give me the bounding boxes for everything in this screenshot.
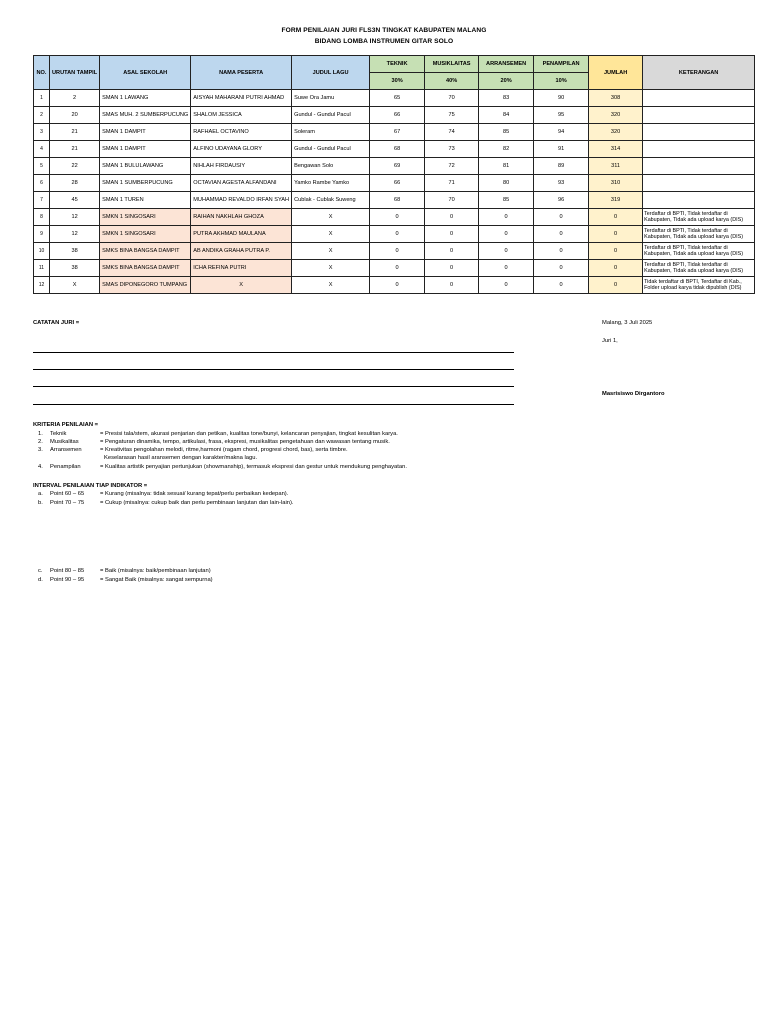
cell-teknik[interactable]: 66 <box>370 175 425 192</box>
cell-keterangan[interactable]: Terdaftar di BPTI, Tidak terdaftar di Kabupaten, Tidak ada upload karya (DIS) <box>643 226 755 243</box>
cell-teknik[interactable]: 0 <box>370 260 425 277</box>
cell-penampilan[interactable]: 0 <box>534 243 589 260</box>
cell-jumlah[interactable]: 310 <box>589 175 643 192</box>
table-row <box>34 277 755 294</box>
cell-arransemen[interactable]: 83 <box>479 90 534 107</box>
cell-penampilan[interactable]: 93 <box>534 175 589 192</box>
cell-teknik[interactable]: 69 <box>370 158 425 175</box>
cell-no[interactable]: 4 <box>34 141 50 158</box>
criteria-title: KRITERIA PENILAIAN = <box>33 422 99 428</box>
interval-label: Point 60 – 65 <box>50 491 85 497</box>
cell-keterangan[interactable] <box>643 141 755 158</box>
cell-teknik[interactable]: 0 <box>370 209 425 226</box>
cell-keterangan[interactable] <box>643 124 755 141</box>
cell-urutan[interactable]: 20 <box>50 107 100 124</box>
criteria-label: Teknik <box>50 431 67 437</box>
notes-line[interactable] <box>33 369 514 370</box>
interval-label: Point 70 – 75 <box>50 500 85 506</box>
cell-musikalitas[interactable]: 0 <box>425 226 479 243</box>
weight-teknik: 30% <box>370 73 425 90</box>
cell-sekolah[interactable]: SMKS BINA BANGSA DAMPIT <box>100 243 191 260</box>
cell-teknik[interactable]: 65 <box>370 90 425 107</box>
table-row <box>34 192 755 209</box>
cell-penampilan[interactable]: 0 <box>534 226 589 243</box>
cell-lagu[interactable]: Gundul - Gundul Pacul <box>292 107 370 124</box>
cell-arransemen[interactable]: 85 <box>479 124 534 141</box>
col-header-no: NO. <box>34 56 50 90</box>
col-header-musikalitas: MUSIKLAITAS <box>425 56 479 73</box>
weight-arransemen: 20% <box>479 73 534 90</box>
cell-penampilan[interactable]: 0 <box>534 277 589 294</box>
notes-line[interactable] <box>33 404 514 405</box>
cell-jumlah[interactable]: 0 <box>589 226 643 243</box>
cell-penampilan[interactable]: 91 <box>534 141 589 158</box>
cell-lagu[interactable]: Yamko Rambe Yamko <box>292 175 370 192</box>
cell-penampilan[interactable]: 0 <box>534 260 589 277</box>
cell-arransemen[interactable]: 81 <box>479 158 534 175</box>
cell-musikalitas[interactable]: 72 <box>425 158 479 175</box>
cell-penampilan[interactable]: 0 <box>534 209 589 226</box>
cell-sekolah[interactable]: SMKS BINA BANGSA DAMPIT <box>100 260 191 277</box>
cell-urutan[interactable]: X <box>50 277 100 294</box>
col-header-arransemen: ARRANSEMEN <box>479 56 534 73</box>
notes-line[interactable] <box>33 386 514 387</box>
cell-peserta[interactable]: AB ANDIKA GRAHA PUTRA P. <box>191 243 292 260</box>
criteria-desc: = Kreativitas pengolahan melodi, ritme,harmoni (ragam chord, progresi chord, bas), serta timbre. <box>100 447 348 453</box>
weight-penampilan: 10% <box>534 73 589 90</box>
cell-penampilan[interactable]: 90 <box>534 90 589 107</box>
cell-arransemen[interactable]: 0 <box>479 277 534 294</box>
cell-musikalitas[interactable]: 70 <box>425 192 479 209</box>
cell-no[interactable]: 9 <box>34 226 50 243</box>
cell-keterangan[interactable]: Terdaftar di BPTI, Tidak terdaftar di Kabupaten, Tidak ada upload karya (DIS) <box>643 243 755 260</box>
cell-urutan[interactable]: 22 <box>50 158 100 175</box>
cell-musikalitas[interactable]: 0 <box>425 209 479 226</box>
notes-line[interactable] <box>33 352 514 353</box>
cell-sekolah[interactable]: SMAN 1 BULULAWANG <box>100 158 191 175</box>
cell-no[interactable]: 1 <box>34 90 50 107</box>
cell-keterangan[interactable]: Terdaftar di BPTI, Tidak terdaftar di Kabupaten, Tidak ada upload karya (DIS) <box>643 209 755 226</box>
cell-lagu[interactable]: Bengawan Solo <box>292 158 370 175</box>
cell-musikalitas[interactable]: 71 <box>425 175 479 192</box>
cell-teknik[interactable]: 0 <box>370 226 425 243</box>
cell-jumlah[interactable]: 0 <box>589 277 643 294</box>
cell-lagu[interactable]: Gundul - Gundul Pacul <box>292 141 370 158</box>
cell-keterangan[interactable] <box>643 192 755 209</box>
criteria-number: 4. <box>38 464 43 470</box>
cell-penampilan[interactable]: 89 <box>534 158 589 175</box>
col-header-sekolah: ASAL SEKOLAH <box>100 56 191 90</box>
cell-sekolah[interactable]: SMAS DIPONEGORO TUMPANG <box>100 277 191 294</box>
cell-musikalitas[interactable]: 74 <box>425 124 479 141</box>
score-table <box>33 55 755 294</box>
cell-jumlah[interactable]: 319 <box>589 192 643 209</box>
cell-peserta[interactable]: NIHLAH FIRDAUSIY <box>191 158 292 175</box>
cell-penampilan[interactable]: 95 <box>534 107 589 124</box>
criteria-number: 1. <box>38 431 43 437</box>
cell-urutan[interactable]: 2 <box>50 90 100 107</box>
cell-lagu[interactable]: X <box>292 243 370 260</box>
criteria-number: 2. <box>38 439 43 445</box>
criteria-desc: = Pengaturan dinamika, tempo, artikulasi, frasa, ekspresi, musikalitas pengetahuan dan wawasan tentang musik. <box>100 439 390 445</box>
cell-arransemen[interactable]: 0 <box>479 260 534 277</box>
cell-no[interactable]: 2 <box>34 107 50 124</box>
col-header-urutan: URUTAN TAMPIL <box>50 56 100 90</box>
cell-peserta[interactable]: AISYAH MAHARANI PUTRI AHMAD <box>191 90 292 107</box>
cell-no[interactable]: 11 <box>34 260 50 277</box>
col-header-keterangan: KETERANGAN <box>643 56 755 90</box>
interval-title: INTERVAL PENILAIAN TIAP INDIKATOR = <box>33 483 148 489</box>
cell-teknik[interactable]: 68 <box>370 141 425 158</box>
cell-arransemen[interactable]: 0 <box>479 243 534 260</box>
cell-peserta[interactable]: ICHA REFINA PUTRI <box>191 260 292 277</box>
col-header-lagu: JUDUL LAGU <box>292 56 370 90</box>
interval-letter: b. <box>38 500 43 506</box>
table-row <box>34 158 755 175</box>
interval-letter: d. <box>38 577 43 583</box>
signature-name: Masrisiswo Dirgantoro <box>602 391 665 397</box>
cell-arransemen[interactable]: 80 <box>479 175 534 192</box>
cell-keterangan[interactable]: Tidak terdaftar di BPTI, Terdaftar di Kab., Folder upload karya tidak dipublish (DIS) <box>643 277 755 294</box>
table-row <box>34 226 755 243</box>
notes-label: CATATAN JURI = <box>33 320 80 326</box>
criteria-label: Musikalitas <box>50 439 79 445</box>
weight-musikalitas: 40% <box>425 73 479 90</box>
cell-keterangan[interactable] <box>643 175 755 192</box>
table-row <box>34 209 755 226</box>
cell-urutan[interactable]: 21 <box>50 124 100 141</box>
cell-penampilan[interactable]: 96 <box>534 192 589 209</box>
cell-teknik[interactable]: 68 <box>370 192 425 209</box>
cell-keterangan[interactable] <box>643 158 755 175</box>
criteria-label: Penampilan <box>50 464 81 470</box>
table-row <box>34 175 755 192</box>
cell-jumlah[interactable]: 0 <box>589 243 643 260</box>
cell-lagu[interactable]: X <box>292 226 370 243</box>
form-title: FORM PENILAIAN JURI FLS3N TINGKAT KABUPATEN MALANG <box>281 27 487 34</box>
col-header-peserta: NAMA PESERTA <box>191 56 292 90</box>
cell-peserta[interactable]: PUTRA AKHMAD MAULANA <box>191 226 292 243</box>
cell-peserta[interactable]: SHALOM JESSICA <box>191 107 292 124</box>
col-header-penampilan: PENAMPILAN <box>534 56 589 73</box>
cell-no[interactable]: 12 <box>34 277 50 294</box>
cell-no[interactable]: 5 <box>34 158 50 175</box>
cell-urutan[interactable]: 38 <box>50 260 100 277</box>
interval-desc: = Kurang (misalnya: tidak sesuai/ kurang tepat/perlu perbaikan kedepan). <box>100 491 289 497</box>
cell-lagu[interactable]: X <box>292 209 370 226</box>
cell-musikalitas[interactable]: 0 <box>425 243 479 260</box>
cell-no[interactable]: 10 <box>34 243 50 260</box>
cell-jumlah[interactable]: 320 <box>589 124 643 141</box>
signature-place-date: Malang, 3 Juli 2025 <box>602 320 653 326</box>
cell-urutan[interactable]: 45 <box>50 192 100 209</box>
cell-arransemen[interactable]: 0 <box>479 209 534 226</box>
cell-lagu[interactable]: Soleram <box>292 124 370 141</box>
cell-jumlah[interactable]: 311 <box>589 158 643 175</box>
cell-keterangan[interactable] <box>643 90 755 107</box>
cell-urutan[interactable]: 21 <box>50 141 100 158</box>
cell-jumlah[interactable]: 0 <box>589 209 643 226</box>
cell-urutan[interactable]: 12 <box>50 209 100 226</box>
cell-sekolah[interactable]: SMAN 1 DAMPIT <box>100 124 191 141</box>
table-row <box>34 260 755 277</box>
cell-peserta[interactable]: RAIHAN NAKHLAH GHOZA <box>191 209 292 226</box>
cell-urutan[interactable]: 12 <box>50 226 100 243</box>
criteria-desc: = Presisi tala/stem, akurasi penjarian dan petikan, kualitas tone/bunyi, kelancaran penyajian, tingkat kesulitan karya. <box>100 431 398 437</box>
cell-musikalitas[interactable]: 73 <box>425 141 479 158</box>
interval-letter: a. <box>38 491 43 497</box>
interval-desc: = Baik (misalnya: baik/pembinaan lanjutan) <box>100 568 211 574</box>
cell-arransemen[interactable]: 82 <box>479 141 534 158</box>
cell-jumlah[interactable]: 320 <box>589 107 643 124</box>
cell-teknik[interactable]: 67 <box>370 124 425 141</box>
criteria-number: 3. <box>38 447 43 453</box>
interval-desc: = Cukup (misalnya: cukup baik dan perlu pembinaan lanjutan dan lain-lain). <box>100 500 294 506</box>
cell-jumlah[interactable]: 308 <box>589 90 643 107</box>
cell-urutan[interactable]: 28 <box>50 175 100 192</box>
cell-no[interactable]: 7 <box>34 192 50 209</box>
cell-teknik[interactable]: 0 <box>370 277 425 294</box>
cell-keterangan[interactable]: Terdaftar di BPTI, Tidak terdaftar di Kabupaten, Tidak ada upload karya (DIS) <box>643 260 755 277</box>
table-row <box>34 243 755 260</box>
cell-jumlah[interactable]: 314 <box>589 141 643 158</box>
cell-musikalitas[interactable]: 75 <box>425 107 479 124</box>
cell-arransemen[interactable]: 0 <box>479 226 534 243</box>
criteria-label: Arransemen <box>50 447 82 453</box>
table-row <box>34 90 755 107</box>
cell-lagu[interactable]: Cublak - Cublak Suweng <box>292 192 370 209</box>
cell-sekolah[interactable]: SMAS MUH. 2 SUMBERPUCUNG <box>100 107 191 124</box>
cell-peserta[interactable]: MUHAMMAD REVALDO IRFAN SYAH <box>191 192 292 209</box>
col-header-teknik: TEKNIK <box>370 56 425 73</box>
interval-label: Point 80 – 85 <box>50 568 85 574</box>
interval-label: Point 90 – 95 <box>50 577 85 583</box>
form-subtitle: BIDANG LOMBA INSTRUMEN GITAR SOLO <box>314 38 454 45</box>
criteria-desc: = Kualitas artistik penyajian pertunjukan (showmanship), termasuk ekspresi dan gestur untuk mendukung penghayatan. <box>100 464 407 470</box>
table-row <box>34 107 755 124</box>
cell-lagu[interactable]: X <box>292 277 370 294</box>
cell-sekolah[interactable]: SMAN 1 LAWANG <box>100 90 191 107</box>
col-header-jumlah: JUMLAH <box>589 56 643 90</box>
cell-jumlah[interactable]: 0 <box>589 260 643 277</box>
table-row <box>34 141 755 158</box>
cell-musikalitas[interactable]: 0 <box>425 260 479 277</box>
cell-peserta[interactable]: OCTAVIAN AGESTA ALFANDANI <box>191 175 292 192</box>
criteria-desc: Keselarasan hasil aransemen dengan karakter/makna lagu. <box>104 455 258 461</box>
interval-desc: = Sangat Baik (misalnya: sangat sempurna) <box>100 577 213 583</box>
cell-lagu[interactable]: X <box>292 260 370 277</box>
cell-sekolah[interactable]: SMKN 1 SINGOSARI <box>100 209 191 226</box>
cell-no[interactable]: 8 <box>34 209 50 226</box>
cell-musikalitas[interactable]: 70 <box>425 90 479 107</box>
cell-sekolah[interactable]: SMAN 1 DAMPIT <box>100 141 191 158</box>
cell-penampilan[interactable]: 94 <box>534 124 589 141</box>
cell-arransemen[interactable]: 84 <box>479 107 534 124</box>
cell-peserta[interactable]: ALFINO UDAYANA GLORY <box>191 141 292 158</box>
interval-letter: c. <box>38 568 43 574</box>
cell-peserta[interactable]: RAFHAEL OCTAVINO <box>191 124 292 141</box>
cell-sekolah[interactable]: SMAN 1 TUREN <box>100 192 191 209</box>
cell-teknik[interactable]: 66 <box>370 107 425 124</box>
cell-lagu[interactable]: Suwe Ora Jamu <box>292 90 370 107</box>
cell-keterangan[interactable] <box>643 107 755 124</box>
cell-teknik[interactable]: 0 <box>370 243 425 260</box>
score-table-body <box>34 90 755 294</box>
cell-no[interactable]: 6 <box>34 175 50 192</box>
table-row <box>34 124 755 141</box>
cell-urutan[interactable]: 38 <box>50 243 100 260</box>
cell-no[interactable]: 3 <box>34 124 50 141</box>
cell-peserta[interactable]: X <box>191 277 292 294</box>
cell-arransemen[interactable]: 85 <box>479 192 534 209</box>
signature-role: Juri 1, <box>602 338 618 344</box>
cell-musikalitas[interactable]: 0 <box>425 277 479 294</box>
cell-sekolah[interactable]: SMKN 1 SINGOSARI <box>100 226 191 243</box>
cell-sekolah[interactable]: SMAN 1 SUMBERPUCUNG <box>100 175 191 192</box>
